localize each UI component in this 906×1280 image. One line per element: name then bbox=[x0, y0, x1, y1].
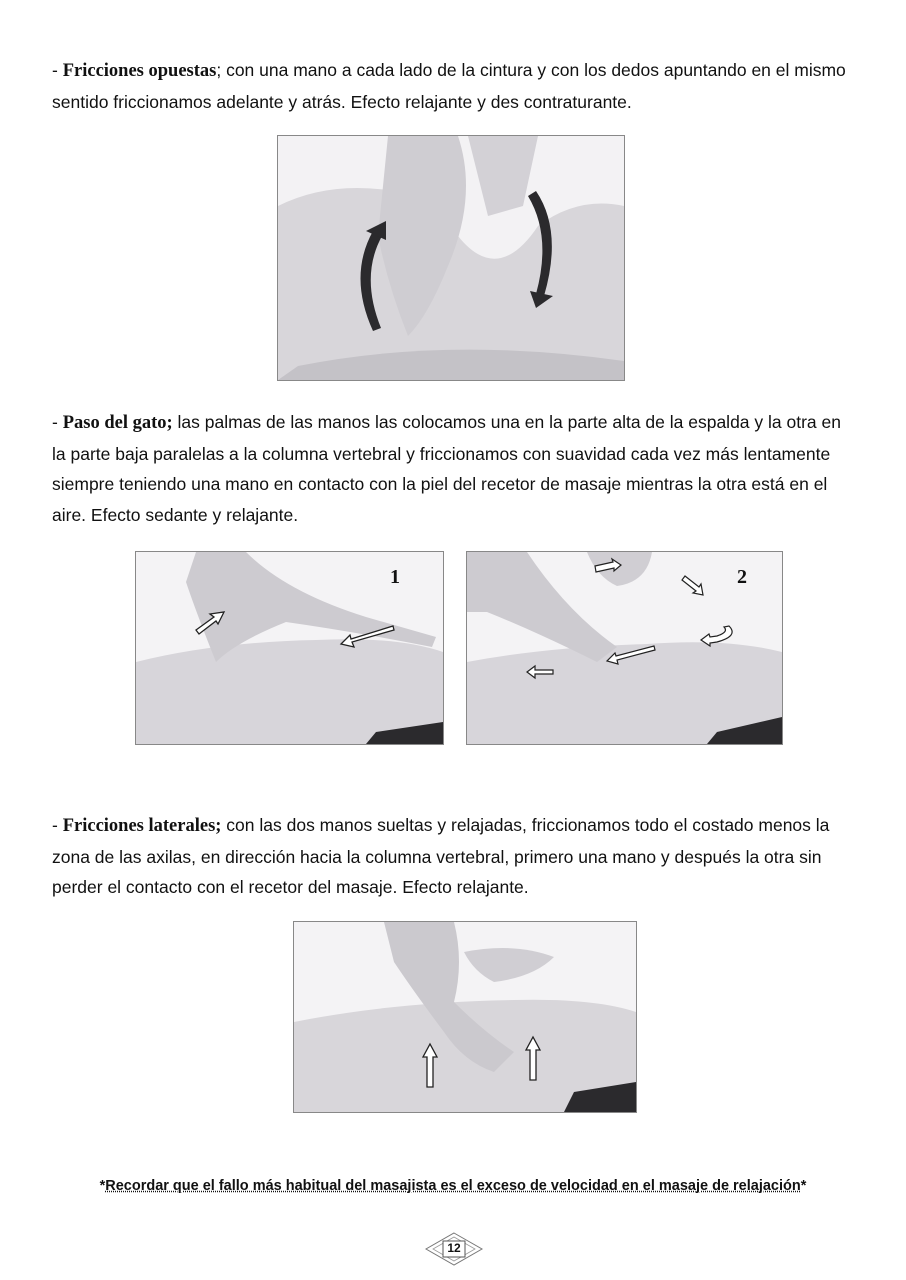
photo-fricciones-laterales bbox=[293, 921, 637, 1113]
step-1-label: 1 bbox=[390, 566, 400, 588]
section-fricciones-laterales bbox=[52, 810, 852, 903]
section-title: Fricciones opuestas bbox=[62, 61, 217, 81]
page-number: 12 bbox=[447, 1241, 461, 1255]
page-number-badge bbox=[425, 1232, 483, 1266]
section-bullet: - bbox=[52, 815, 58, 835]
section-fricciones-opuestas bbox=[52, 55, 852, 117]
photo-fricciones-opuestas bbox=[277, 135, 625, 381]
footer-note-text: Recordar que el fallo más habitual del masajista es el exceso de velocidad en el masaje de relajación bbox=[105, 1178, 801, 1194]
photo-paso-del-gato-step-1 bbox=[135, 551, 444, 745]
step-2-label: 2 bbox=[737, 566, 747, 588]
section-text: ; con una mano a cada lado de la cintura y con los dedos apuntando en el mismo sentido friccionamos adelante y atrás. Efecto relajante y des contraturante. bbox=[52, 60, 846, 112]
section-bullet: - bbox=[52, 60, 58, 80]
footer-note bbox=[0, 1178, 906, 1194]
footer-note-suffix: * bbox=[800, 1178, 807, 1194]
footer-note-prefix: * bbox=[99, 1178, 106, 1194]
section-paso-del-gato bbox=[52, 407, 852, 530]
section-title: Paso del gato; bbox=[62, 413, 173, 433]
section-bullet: - bbox=[52, 412, 58, 432]
photo-paso-del-gato-step-2 bbox=[466, 551, 783, 745]
section-title: Fricciones laterales; bbox=[62, 816, 222, 836]
section-text: las palmas de las manos las colocamos una en la parte alta de la espalda y la otra en la parte baja paralelas a la columna vertebral y friccionamos con suavidad cada vez más lentamente siempre teniendo una mano en contacto con la piel del recetor de masaje mientras la otra está en el aire. Efecto sedante y relajante. bbox=[52, 412, 841, 525]
section-text: con las dos manos sueltas y relajadas, friccionamos todo el costado menos la zona de las axilas, en dirección hacia la columna vertebral, primero una mano y después la otra sin perder el contacto con el recetor del masaje. Efecto relajante. bbox=[52, 815, 830, 897]
